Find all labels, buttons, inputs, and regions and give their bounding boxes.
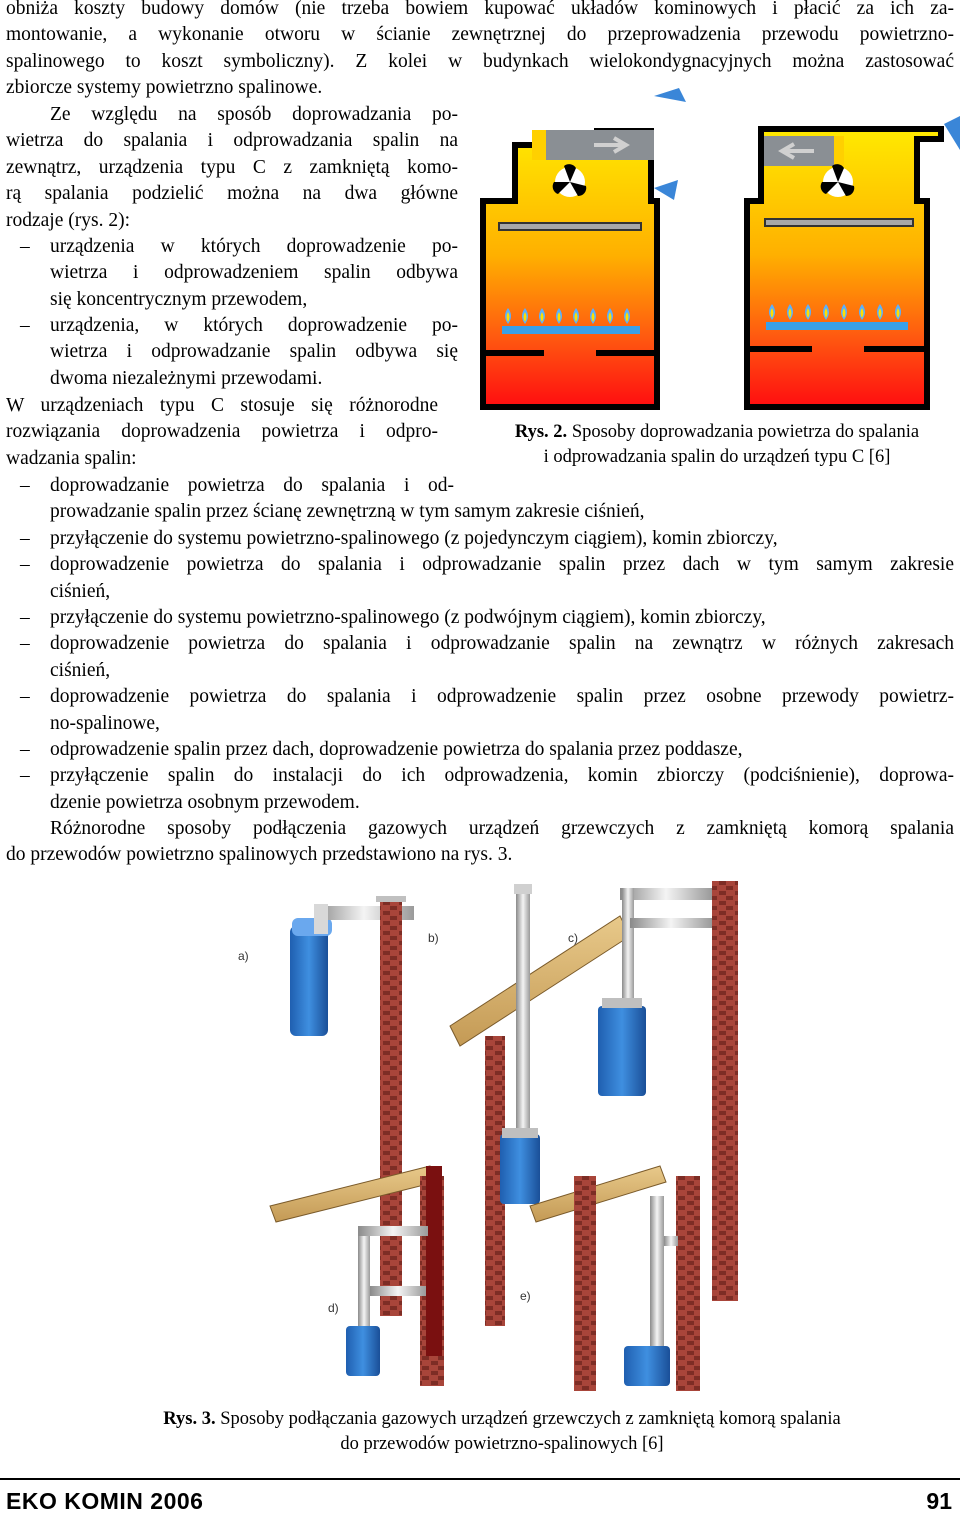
installation-e [530,1166,700,1391]
text-line: Różnorodne sposoby podłączenia gazowych urządzeń grzewczych z zamkniętą komorą spalania [50,818,954,839]
panel-label: e) [520,1289,531,1303]
caption-line [474,420,960,445]
text-line: zbiorcze systemy powietrzno spalinowe. [6,77,323,99]
panel-label: a) [238,949,249,963]
text-line: doprowadzenie powietrza do spalania i odprowadzanie spalin na zewnątrz w różnych zakresach [50,633,954,655]
panel-label: b) [428,931,439,945]
text-line: wietrza i odprowadzanie spalin odbywa się [50,341,458,363]
text-line: odprowadzenie spalin przez dach, doprowadzenie powietrza do spalania przez poddasze, [50,738,743,760]
text-line: doprowadzenie powietrza do spalania i odprowadzenie spalin przez osobne przewody powietrz- [50,686,954,708]
list-item [6,605,954,631]
bullet-dash: – [20,527,30,549]
text-line: doprowadzenie powietrza do spalania i odprowadzanie spalin przez dach w tym samym zakresie [50,554,954,576]
text-line: przyłączenie do systemu powietrzno-spalinowego (z pojedynczym ciągiem), komin zbiorczy, [50,527,778,549]
text-line: rą spalania podzielić można na dwa główne [6,183,458,205]
caption-text: Sposoby podłączania gazowych urządzeń grzewczych z zamkniętą komorą spalania [215,1409,841,1429]
list-item [6,552,954,605]
text-line: no-spalinowe, [50,712,160,734]
bullet-dash: – [20,633,30,655]
text-line: ciśnień, [50,659,111,681]
page-number: 91 [926,1488,952,1514]
caption-label: Rys. 3. [163,1409,216,1429]
text-line: wietrza i odprowadzeniem spalin odbywa [50,262,458,284]
types-paragraph [6,102,458,234]
panel-label: c) [568,931,578,945]
caption-text: Sposoby doprowadzania powietrza do spalania [567,422,920,442]
text-line: dzenie powietrza osobnym przewodem. [50,791,360,813]
text-line: ciśnień, [50,580,111,602]
bullet-dash: – [20,738,30,760]
text-line: przyłączenie spalin do instalacji do ich odprowadzenia, komin zbiorczy (podciśnienie), doprowa- [50,765,954,787]
bullet-dash: – [20,606,30,628]
closing-paragraph [6,816,954,869]
bullet-dash: – [20,554,30,576]
caption-line: i odprowadzania spalin do urządzeń typu C [6] [543,447,891,467]
text-line: wietrza do spalania i odprowadzania spalin na [6,130,458,152]
bullet-dash: – [20,765,30,787]
intro-paragraph [6,0,954,102]
list-item [6,631,954,684]
installation-a [290,896,414,1316]
list-item [6,313,458,392]
journal-title: EKO KOMIN 2006 [6,1488,204,1514]
figure-2-boilers [474,88,960,418]
text-line: prowadzanie spalin przez ścianę zewnętrzną w tym samym zakresie ciśnień, [50,501,645,523]
list-item [6,234,458,313]
text-line: rodzaje (rys. 2): [6,209,130,231]
text-line: spalinowego to koszt symboliczny). Z kolei w budynkach wielokondygnacyjnych można zastosować [6,50,954,72]
text-line: urządzenia, w których doprowadzenie po- [50,315,458,336]
installation-d [270,1166,444,1386]
text-line: dwoma niezależnymi przewodami. [50,367,323,389]
boiler-wall-outlet [480,88,686,410]
text-line: W urządzeniach typu C stosuje się różnorodne [6,395,438,416]
text-line: obniża koszty budowy domów (nie trzeba bowiem kupować układów kominowych i płacić za ich za- [6,0,954,19]
text-line: przyłączenie do systemu powietrzno-spalinowego (z podwójnym ciągiem), komin zbiorczy, [50,606,766,628]
bullet-dash: – [20,236,30,257]
caption-line: do przewodów powietrzno-spalinowych [6] [340,1434,664,1454]
text-line: urządzenia w których doprowadzenie po- [50,236,458,257]
bullet-dash: – [20,475,30,496]
list-item [6,763,954,816]
bullet-dash: – [20,315,30,336]
footer-rule [0,1478,960,1480]
boiler-roof-outlet [744,116,960,410]
figure-2-caption [474,420,960,470]
list-item [6,684,954,737]
text-line: Ze względu na sposób doprowadzania po- [50,104,458,125]
text-line: się koncentrycznym przewodem, [50,288,308,310]
text-line: montowanie, a wykonanie otworu w ścianie zewnętrznej do przeprowadzenia przewodu powietrzno- [6,24,954,46]
list-item [6,526,954,552]
text-line: rozwiązania doprowadzenia powietrza i odpro- [6,421,438,443]
text-line: doprowadzanie powietrza do spalania i od- [50,475,454,496]
list-item [6,737,954,763]
figure-3-caption [0,1407,960,1457]
device-types-list [6,234,458,392]
list-item [6,473,954,526]
solutions-list [6,473,954,816]
figure-3-installations [230,876,750,1401]
solutions-intro [6,393,438,472]
bullet-dash: – [20,686,30,708]
text-line: zewnątrz, urządzenia typu C z zamkniętą komo- [6,156,458,178]
text-line: do przewodów powietrzno spalinowych przedstawiono na rys. 3. [6,844,513,866]
panel-label: d) [328,1301,339,1315]
installation-b [450,884,630,1326]
caption-line [0,1407,960,1432]
caption-label: Rys. 2. [514,422,568,442]
text-line: wadzania spalin: [6,447,137,469]
